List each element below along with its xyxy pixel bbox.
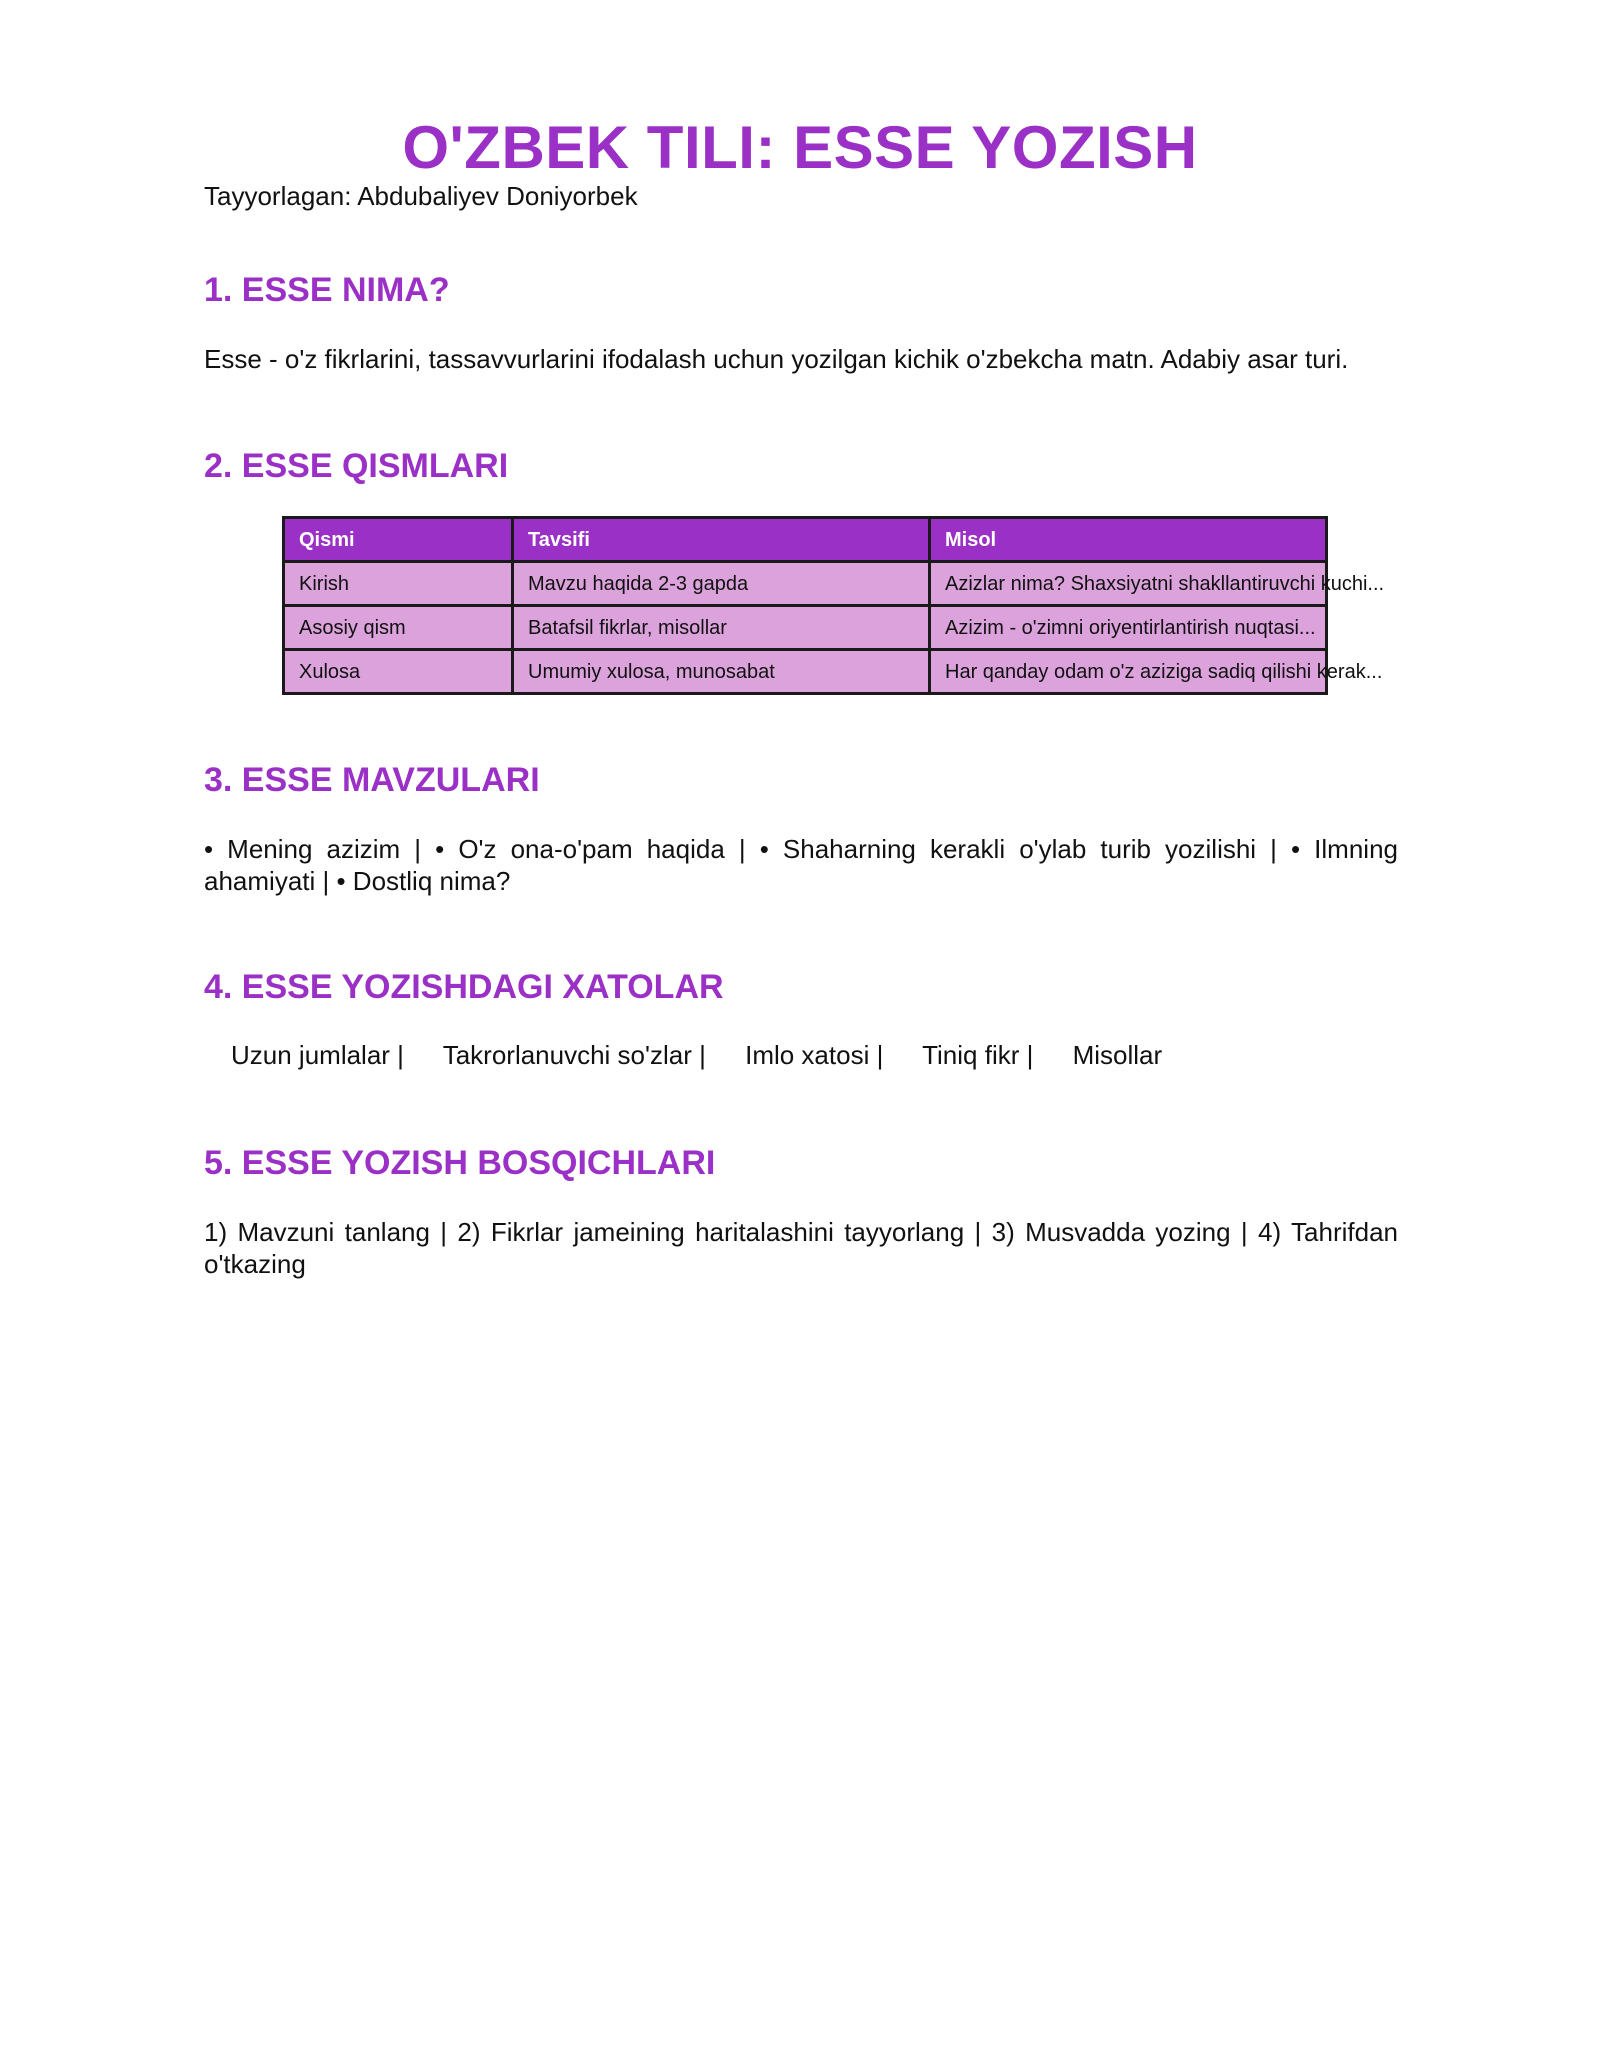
- table-header-cell: Tavsifi: [513, 518, 930, 562]
- list-item: Imlo xatosi |: [745, 1040, 884, 1070]
- table-cell: Xulosa: [284, 650, 513, 694]
- section-2-heading: 2. ESSE QISMLARI: [204, 447, 509, 485]
- section-1-heading: 1. ESSE NIMA?: [204, 271, 450, 309]
- esse-parts-table: [282, 516, 1385, 695]
- table-header-row: [284, 518, 1327, 562]
- table-row: [284, 606, 1327, 650]
- table-cell: Azizim - o'zimni oriyentirlantirish nuqtasi...: [930, 606, 1327, 650]
- section-1-text: Esse - o'z fikrlarini, tassavvurlarini ifodalash uchun yozilgan kichik o'zbekcha matn. Adabiy asar turi.: [204, 344, 1349, 374]
- section-5-text: 1) Mavzuni tanlang | 2) Fikrlar jameining haritalashini tayyorlang | 3) Musvadda yozing | 4) Tahrifdan o'tkazing: [204, 1217, 1398, 1279]
- list-item: Uzun jumlalar |: [231, 1040, 404, 1070]
- table-cell: Mavzu haqida 2-3 gapda: [513, 562, 930, 606]
- table-header-cell: Misol: [930, 518, 1327, 562]
- table-cell: Umumiy xulosa, munosabat: [513, 650, 930, 694]
- table-cell: Kirish: [284, 562, 513, 606]
- list-item: Misollar: [1072, 1040, 1163, 1070]
- list-item: Takrorlanuvchi so'zlar |: [442, 1040, 706, 1070]
- document-title: O'ZBEK TILI: ESSE YOZISH: [402, 114, 1198, 181]
- table-cell: Batafsil fikrlar, misollar: [513, 606, 930, 650]
- table-row: [284, 562, 1327, 606]
- table-header-cell: Qismi: [284, 518, 513, 562]
- table-cell: Har qanday odam o'z aziziga sadiq qilishi kerak...: [930, 650, 1327, 694]
- table-cell: Azizlar nima? Shaxsiyatni shakllantiruvchi kuchi...: [930, 562, 1327, 606]
- section-4-heading: 4. ESSE YOZISHDAGI XATOLAR: [204, 968, 724, 1006]
- section-3-text: • Mening azizim | • O'z ona-o'pam haqida | • Shaharning kerakli o'ylab turib yozilishi | • Ilmning ahamiyati | • Dostliq nima?: [204, 834, 1398, 896]
- section-4-items: [231, 1039, 1162, 1071]
- author-line: Tayyorlagan: Abdubaliyev Doniyorbek: [204, 181, 638, 211]
- table-cell: Asosiy qism: [284, 606, 513, 650]
- section-5-heading: 5. ESSE YOZISH BOSQICHLARI: [204, 1144, 716, 1182]
- table-row: [284, 650, 1327, 694]
- section-3-heading: 3. ESSE MAVZULARI: [204, 761, 540, 799]
- list-item: Tiniq fikr |: [922, 1040, 1034, 1070]
